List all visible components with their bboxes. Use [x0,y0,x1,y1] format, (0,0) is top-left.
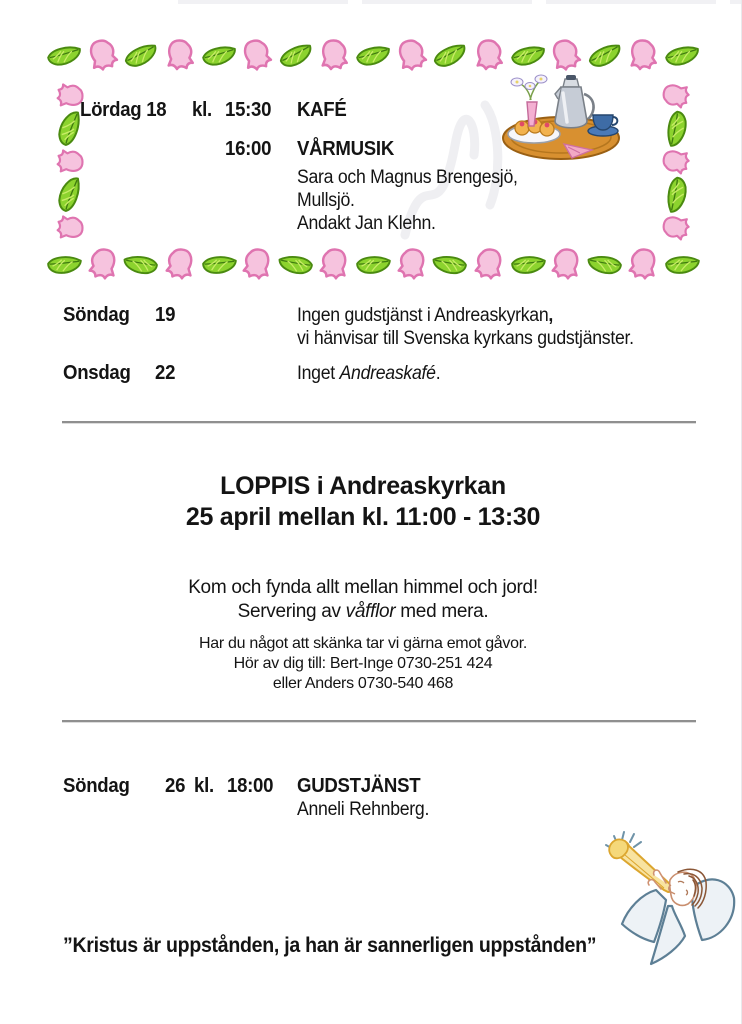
tulip-icon [470,245,508,285]
coffee-tray-illustration [500,74,624,164]
loppis-contact: Har du något att skänka tar vi gärna emot gåvor. [198,635,527,652]
loppis-title: LOPPIS i Andreaskyrkan [220,472,506,500]
loppis-text: Servering av våfflor med mera. [237,601,489,622]
kl-label: kl. [192,99,212,121]
event-day: Söndag [63,775,130,797]
section-divider [62,720,696,723]
tulip-icon [236,34,279,79]
tulip-icon [547,245,585,285]
tulip-icon [159,34,200,77]
event-detail: vi hänvisar till Svenska kyrkans gudstjänster. [297,328,634,349]
event-detail: Andakt Jan Klehn. [297,213,436,234]
event-detail: Ingen gudstjänst i Andreaskyrkan, [297,305,554,326]
leaf-icon [660,242,704,288]
event-time: 15:30 [225,99,272,121]
page-top-edge-artifact [178,0,741,4]
event-date: 22 [155,362,176,384]
tulip-icon [624,245,662,285]
event-detail: Inget Andreaskafé. [297,363,441,384]
event-day: Söndag [63,304,130,326]
event-detail: Sara och Magnus Brengesjö, [297,167,518,188]
leaf-icon [200,36,238,76]
tulip-icon [84,245,122,285]
leaf-icon [582,32,627,79]
loppis-contact: Hör av dig till: Bert-Inge 0730-251 424 [233,655,493,672]
tulip-icon [314,34,355,77]
leaf-icon [351,242,395,288]
event-title: GUDSTJÄNST [297,775,421,797]
leaf-icon [275,243,317,287]
leaf-icon [354,36,392,76]
loppis-subtitle: 25 april mellan kl. 11:00 - 13:30 [185,503,541,531]
event-detail: Mullsjö. [297,190,355,211]
event-time: 16:00 [225,138,272,160]
leaf-icon [663,36,701,76]
flower-border-right [655,79,699,242]
tulip-icon [51,206,87,249]
loppis-contact: eller Anders 0730-540 468 [272,675,454,692]
leaf-icon [584,243,626,287]
tulip-icon [468,34,509,77]
leaf-icon [120,243,162,287]
tulip-icon [238,245,276,285]
leaf-icon [428,32,473,79]
tulip-icon [315,245,353,285]
tulip-icon [161,245,199,285]
leaf-icon [509,36,547,76]
leaf-icon [273,32,318,79]
loppis-text: Kom och fynda allt mellan himmel och jord! [188,577,538,598]
tulip-icon [393,245,431,285]
leaf-icon [119,32,164,79]
section-divider [62,421,696,424]
event-title: KAFÉ [297,99,347,121]
event-date: 19 [155,304,176,326]
leaf-icon [196,242,240,288]
kl-label: kl. [194,775,214,797]
event-title: VÅRMUSIK [297,138,394,160]
tulip-icon [659,206,695,249]
leaf-icon [42,242,86,288]
leaf-icon [45,36,83,76]
event-detail: Anneli Rehnberg. [297,799,430,820]
event-date: 26 [165,775,186,797]
tulip-icon [623,34,664,77]
tulip-icon [545,34,588,79]
easter-quote: ”Kristus är uppstånden, ja han är sannerligen uppstånden” [63,934,597,957]
event-day: Onsdag [63,362,131,384]
event-time: 18:00 [227,775,274,797]
event-day: Lördag 18 [80,99,167,121]
flower-border-bottom [45,240,701,290]
